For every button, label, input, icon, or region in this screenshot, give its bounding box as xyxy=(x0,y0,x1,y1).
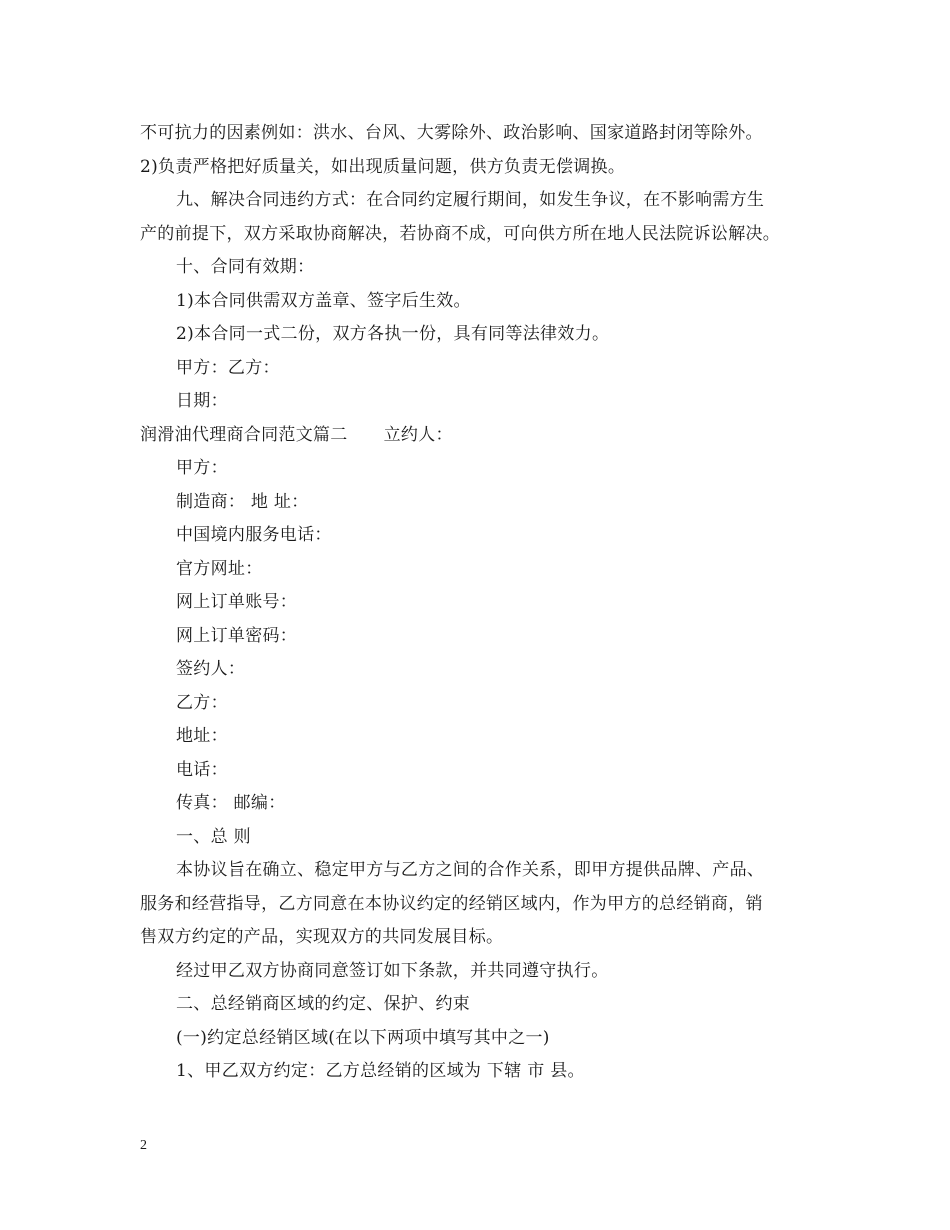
text-line-content: 日期： xyxy=(176,391,228,411)
text-line-content: 2)负责严格把好质量关，如出现质量问题，供方负责无偿调换。 xyxy=(140,156,626,177)
text-line xyxy=(140,888,820,922)
text-line xyxy=(140,519,820,553)
text-line xyxy=(140,620,820,654)
text-line-content: 十、合同有效期： xyxy=(176,257,315,277)
text-line-content: 官方网址： xyxy=(176,558,263,579)
text-line-content: 九、解决合同违约方式：在合同约定履行期间，如发生争议，在不影响需方生 xyxy=(176,190,765,210)
page-number: 2 xyxy=(140,1138,147,1153)
text-line xyxy=(140,553,820,587)
text-line-content: 本协议旨在确立、稳定甲方与乙方之间的合作关系，即甲方提供品牌、产品、 xyxy=(176,860,765,880)
text-line-content: 1、甲乙双方约定：乙方总经销的区域为 下辖 市 县。 xyxy=(176,1061,585,1081)
text-line xyxy=(140,787,820,821)
text-line-content: 二、总经销商区域的约定、保护、约束 xyxy=(176,994,471,1014)
text-line xyxy=(140,117,820,151)
text-line-content: 乙方： xyxy=(176,692,228,713)
text-line-content: (一)约定总经销区域(在以下两项中填写其中之一) xyxy=(176,1027,550,1048)
text-line-content: 地址： xyxy=(176,726,228,746)
text-line-content: 制造商： 地 址： xyxy=(176,491,309,512)
text-line xyxy=(140,184,820,218)
text-line xyxy=(140,854,820,888)
text-line xyxy=(140,955,820,989)
text-line xyxy=(140,1022,820,1056)
text-line xyxy=(140,821,820,855)
text-line-content: 甲方：乙方： xyxy=(176,357,280,378)
text-line xyxy=(140,921,820,955)
text-line xyxy=(140,586,820,620)
text-line-content: 签约人： xyxy=(176,659,246,679)
text-line xyxy=(140,385,820,419)
text-line xyxy=(140,285,820,319)
text-line-content: 经过甲乙双方协商同意签订如下条款，并共同遵守执行。 xyxy=(176,960,609,981)
text-line-content: 润滑油代理商合同范文篇二 xyxy=(140,424,348,445)
text-line xyxy=(140,251,820,285)
text-line xyxy=(140,720,820,754)
text-line-suffix: 立约人： xyxy=(383,424,453,445)
text-line xyxy=(140,419,820,453)
text-line-content: 2)本合同一式二份，双方各执一份，具有同等法律效力。 xyxy=(176,324,610,344)
text-line xyxy=(140,452,820,486)
text-line xyxy=(140,486,820,520)
text-line-content: 1)本合同供需双方盖章、签字后生效。 xyxy=(176,290,471,311)
text-line-content: 售双方约定的产品，实现双方的共同发展目标。 xyxy=(140,927,504,947)
text-line-content: 电话： xyxy=(176,759,228,780)
text-line-content: 网上订单账号： xyxy=(176,592,298,612)
text-line-content: 服务和经营指导，乙方同意在本协议约定的经销区域内，作为甲方的总经销商，销 xyxy=(140,893,763,914)
text-line-content: 产的前提下，双方采取协商解决，若协商不成，可向供方所在地人民法院诉讼解决。 xyxy=(140,223,781,244)
text-line-content: 网上订单密码： xyxy=(176,625,298,646)
document-body xyxy=(140,117,820,1089)
text-line xyxy=(140,352,820,386)
text-line-content: 传真： 邮编： xyxy=(176,793,286,813)
text-line xyxy=(140,687,820,721)
text-line-content: 不可抗力的因素例如：洪水、台风、大雾除外、政治影响、国家道路封闭等除外。 xyxy=(140,123,763,143)
text-line-content: 中国境内服务电话： xyxy=(176,525,332,545)
text-line xyxy=(140,318,820,352)
text-line xyxy=(140,151,820,185)
text-line xyxy=(140,218,820,252)
text-line xyxy=(140,988,820,1022)
text-line xyxy=(140,653,820,687)
text-line-content: 一、总 则 xyxy=(176,826,251,847)
text-line-content: 甲方： xyxy=(176,458,228,478)
text-line xyxy=(140,1055,820,1089)
text-line xyxy=(140,754,820,788)
